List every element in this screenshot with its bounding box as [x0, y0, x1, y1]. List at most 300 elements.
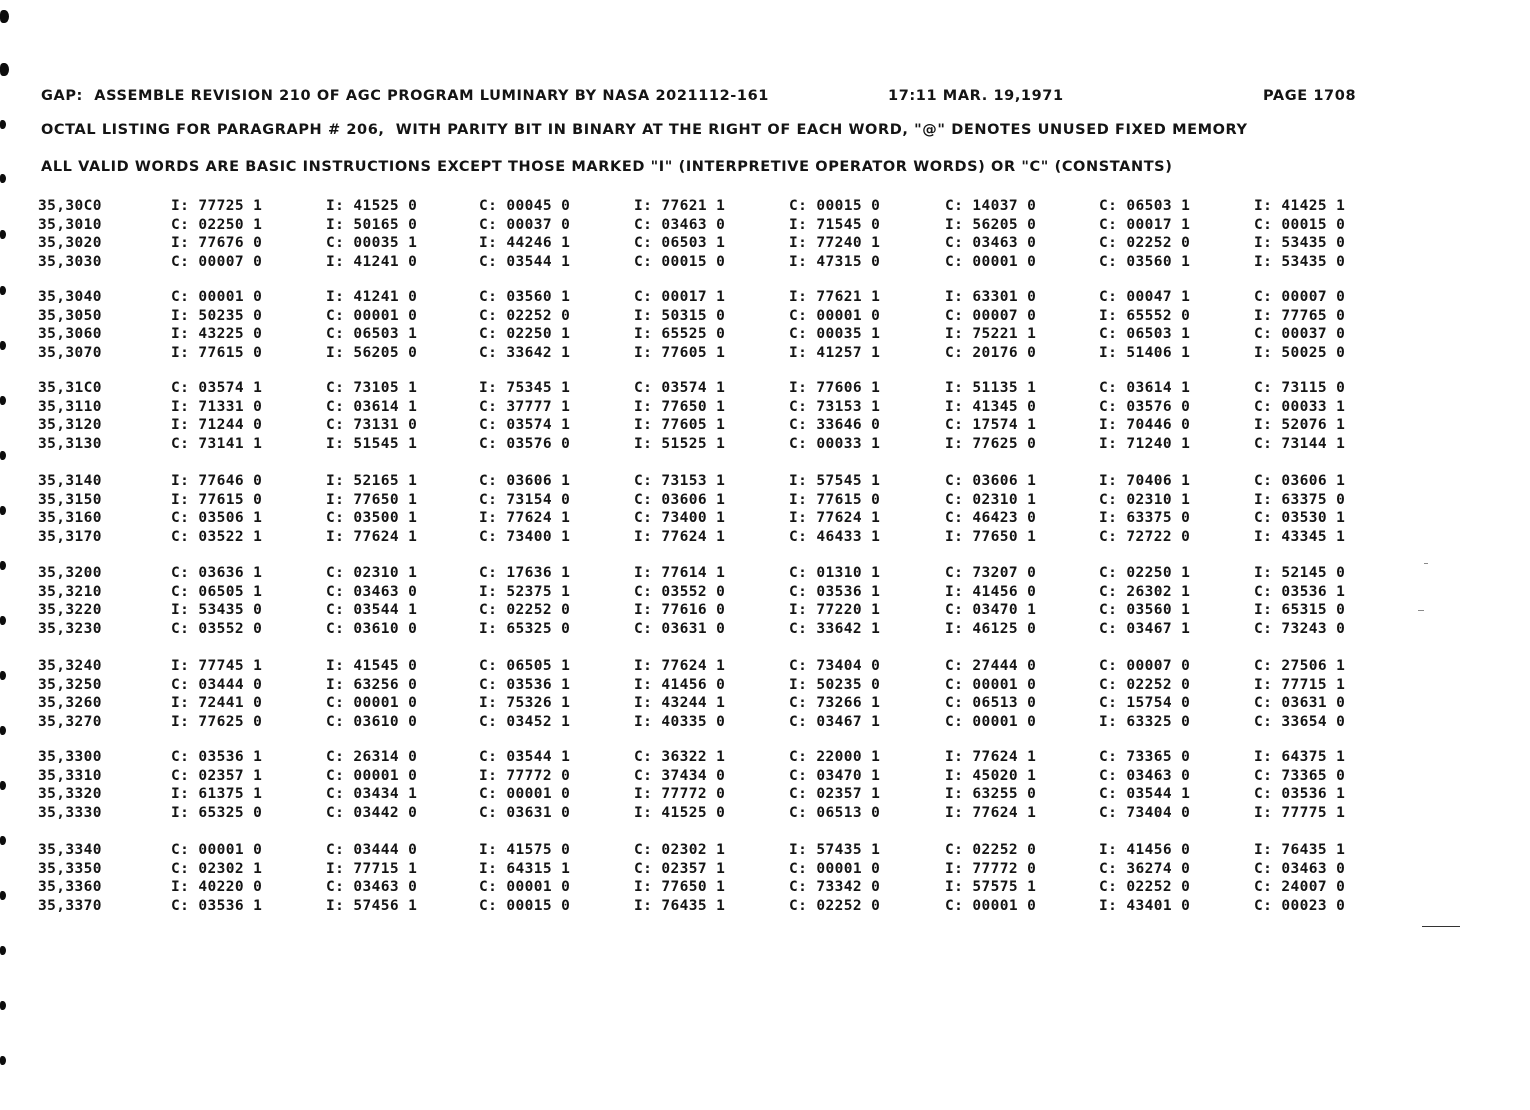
octal-word: C: 46423 0	[945, 510, 1037, 526]
octal-word: C: 03576 0	[1099, 398, 1191, 415]
octal-word: C: 02302 1	[634, 842, 726, 858]
octal-word: C: 03452 1	[479, 713, 571, 730]
octal-word: C: 00001 0	[479, 786, 571, 802]
row-address: 35,3310	[38, 767, 102, 784]
octal-word: C: 33646 0	[789, 417, 881, 433]
octal-word: C: 01310 1	[789, 565, 881, 581]
octal-word: I: 77772 0	[945, 860, 1037, 877]
listing-row	[0, 399, 1530, 417]
octal-word: C: 73243 0	[1254, 620, 1346, 637]
octal-word: C: 00047 1	[1099, 289, 1191, 305]
octal-word: I: 43244 1	[634, 695, 726, 711]
row-address: 35,3360	[38, 879, 102, 895]
octal-word: C: 02252 0	[479, 602, 571, 618]
listing-row	[0, 473, 1530, 491]
octal-word: I: 41241 0	[326, 289, 418, 305]
octal-word: C: 26302 1	[1099, 583, 1191, 600]
octal-word: I: 47315 0	[789, 253, 881, 270]
listing-row	[0, 786, 1530, 804]
row-address: 35,3070	[38, 344, 102, 361]
octal-word: I: 65315 0	[1254, 602, 1346, 618]
octal-word: C: 03467 1	[789, 713, 881, 730]
listing-row	[0, 345, 1530, 363]
octal-word: C: 73365 0	[1254, 767, 1346, 784]
octal-word: I: 77616 0	[634, 602, 726, 618]
octal-word: C: 06503 1	[634, 235, 726, 251]
octal-word: C: 03631 0	[1254, 695, 1346, 711]
octal-word: C: 02250 1	[171, 216, 263, 233]
row-address: 35,3130	[38, 435, 102, 452]
octal-word: C: 03444 0	[171, 676, 263, 693]
octal-word: C: 02310 1	[1099, 491, 1191, 508]
octal-word: C: 00033 1	[1254, 398, 1346, 415]
octal-word: I: 50235 0	[171, 307, 263, 324]
octal-word: C: 73105 1	[326, 380, 418, 396]
listing-row	[0, 565, 1530, 583]
octal-word: C: 27444 0	[945, 658, 1037, 674]
octal-word: I: 50315 0	[634, 307, 726, 324]
octal-word: I: 63301 0	[945, 289, 1037, 305]
octal-word: I: 52165 1	[326, 473, 418, 489]
octal-word: I: 75345 1	[479, 380, 571, 396]
octal-word: C: 03470 1	[945, 602, 1037, 618]
listing-row	[0, 217, 1530, 235]
octal-word: C: 03536 1	[1254, 583, 1346, 600]
octal-word: C: 02252 0	[1099, 676, 1191, 693]
octal-word: C: 00001 0	[326, 307, 418, 324]
octal-word: C: 03536 1	[171, 749, 263, 765]
octal-word: C: 03536 1	[1254, 786, 1346, 802]
octal-word: I: 77240 1	[789, 235, 881, 251]
listing-row	[0, 842, 1530, 860]
octal-word: I: 56205 0	[326, 344, 418, 361]
octal-word: C: 00001 0	[326, 695, 418, 711]
listing-row	[0, 861, 1530, 879]
octal-word: I: 52076 1	[1254, 417, 1346, 433]
octal-word: C: 03544 1	[1099, 786, 1191, 802]
octal-word: I: 57435 1	[789, 842, 881, 858]
octal-word: C: 02310 1	[326, 565, 418, 581]
octal-word: C: 02310 1	[945, 491, 1037, 508]
row-address: 35,3220	[38, 602, 102, 618]
octal-word: I: 77606 1	[789, 380, 881, 396]
octal-word: I: 65552 0	[1099, 307, 1191, 324]
octal-word: C: 03560 1	[1099, 253, 1191, 270]
octal-word: I: 77650 1	[326, 491, 418, 508]
listing-row	[0, 510, 1530, 528]
octal-word: I: 77725 1	[171, 198, 263, 214]
header-legend: ALL VALID WORDS ARE BASIC INSTRUCTIONS EXCEPT THOSE MARKED "I" (INTERPRETIVE OPERATOR WORDS) OR "C" (CONSTANTS)	[41, 159, 1173, 175]
octal-word: C: 73207 0	[945, 565, 1037, 581]
octal-word: C: 20176 0	[945, 344, 1037, 361]
row-address: 35,3050	[38, 307, 102, 324]
octal-word: C: 00001 0	[945, 253, 1037, 270]
octal-word: I: 41545 0	[326, 658, 418, 674]
octal-word: I: 77650 1	[634, 879, 726, 895]
octal-word: C: 00001 0	[945, 713, 1037, 730]
octal-word: I: 77605 1	[634, 344, 726, 361]
octal-word: C: 03434 1	[326, 786, 418, 802]
octal-word: C: 03552 0	[171, 620, 263, 637]
octal-word: C: 03552 0	[634, 583, 726, 600]
octal-word: C: 00015 0	[1254, 216, 1346, 233]
octal-word: C: 00037 0	[479, 216, 571, 233]
octal-word: C: 73131 0	[326, 417, 418, 433]
octal-word: C: 14037 0	[945, 198, 1037, 214]
octal-word: C: 03606 1	[945, 473, 1037, 489]
octal-word: C: 06503 1	[1099, 326, 1191, 342]
octal-word: I: 43401 0	[1099, 897, 1191, 914]
octal-word: I: 65525 0	[634, 326, 726, 342]
octal-word: I: 41525 0	[634, 804, 726, 821]
octal-word: C: 02302 1	[171, 860, 263, 877]
octal-word: C: 03606 1	[634, 491, 726, 508]
octal-word: I: 77715 1	[1254, 676, 1346, 693]
octal-word: C: 17574 1	[945, 417, 1037, 433]
octal-word: C: 03606 1	[1254, 473, 1346, 489]
row-address: 35,3140	[38, 473, 102, 489]
octal-word: I: 77615 0	[171, 344, 263, 361]
octal-word: C: 06505 1	[479, 658, 571, 674]
octal-word: I: 53435 0	[1254, 235, 1346, 251]
octal-word: C: 00015 0	[634, 253, 726, 270]
octal-word: I: 41257 1	[789, 344, 881, 361]
listing-row	[0, 677, 1530, 695]
octal-word: I: 77615 0	[171, 491, 263, 508]
listing-row	[0, 805, 1530, 823]
octal-word: C: 06503 1	[326, 326, 418, 342]
octal-word: C: 00001 0	[789, 307, 881, 324]
octal-word: C: 06513 0	[945, 695, 1037, 711]
listing-row	[0, 289, 1530, 307]
row-address: 35,3010	[38, 216, 102, 233]
octal-word: C: 00017 1	[1099, 216, 1191, 233]
octal-word: C: 46433 1	[789, 528, 881, 545]
header-title: GAP: ASSEMBLE REVISION 210 OF AGC PROGRAM LUMINARY BY NASA 2021112-161	[41, 88, 769, 104]
octal-word: C: 00017 1	[634, 289, 726, 305]
listing-row	[0, 879, 1530, 897]
octal-word: I: 77676 0	[171, 235, 263, 251]
octal-word: I: 61375 1	[171, 786, 263, 802]
octal-word: I: 50235 0	[789, 676, 881, 693]
octal-word: C: 03463 0	[326, 583, 418, 600]
octal-word: C: 73266 1	[789, 695, 881, 711]
octal-word: I: 40220 0	[171, 879, 263, 895]
listing-row	[0, 602, 1530, 620]
octal-word: C: 03544 1	[326, 602, 418, 618]
octal-word: I: 41456 0	[634, 676, 726, 693]
octal-word: C: 03536 1	[789, 583, 881, 600]
octal-word: C: 73141 1	[171, 435, 263, 452]
row-address: 35,3260	[38, 695, 102, 711]
row-address: 35,3110	[38, 398, 102, 415]
octal-word: I: 77624 1	[945, 804, 1037, 821]
octal-word: I: 64375 1	[1254, 749, 1346, 765]
octal-word: C: 02252 0	[789, 897, 881, 914]
octal-word: C: 03444 0	[326, 842, 418, 858]
octal-word: C: 00015 0	[479, 897, 571, 914]
octal-word: C: 03470 1	[789, 767, 881, 784]
octal-word: C: 22000 1	[789, 749, 881, 765]
octal-word: I: 51525 1	[634, 435, 726, 452]
octal-word: C: 00007 0	[945, 307, 1037, 324]
octal-word: I: 77772 0	[634, 786, 726, 802]
octal-word: I: 77624 1	[634, 528, 726, 545]
octal-word: I: 43225 0	[171, 326, 263, 342]
row-address: 35,3240	[38, 658, 102, 674]
octal-word: I: 77646 0	[171, 473, 263, 489]
octal-word: I: 76435 1	[1254, 842, 1346, 858]
octal-word: C: 73404 0	[1099, 804, 1191, 821]
row-address: 35,3030	[38, 253, 102, 270]
octal-word: I: 65325 0	[171, 804, 263, 821]
octal-word: I: 51406 1	[1099, 344, 1191, 361]
octal-word: I: 77624 1	[326, 528, 418, 545]
row-address: 35,3120	[38, 417, 102, 433]
octal-word: I: 63325 0	[1099, 713, 1191, 730]
listing-row	[0, 658, 1530, 676]
octal-word: I: 77624 1	[479, 510, 571, 526]
octal-word: I: 77220 1	[789, 602, 881, 618]
octal-word: C: 73400 1	[479, 528, 571, 545]
octal-word: C: 03536 1	[479, 676, 571, 693]
row-address: 35,3300	[38, 749, 102, 765]
octal-word: C: 00001 0	[789, 860, 881, 877]
row-address: 35,3340	[38, 842, 102, 858]
octal-word: C: 00023 0	[1254, 897, 1346, 914]
octal-word: C: 73400 1	[634, 510, 726, 526]
octal-word: I: 77615 0	[789, 491, 881, 508]
octal-word: I: 57545 1	[789, 473, 881, 489]
octal-word: C: 00007 0	[1099, 658, 1191, 674]
octal-word: C: 15754 0	[1099, 695, 1191, 711]
listing-row	[0, 584, 1530, 602]
octal-word: C: 26314 0	[326, 749, 418, 765]
octal-word: I: 77624 1	[789, 510, 881, 526]
octal-word: I: 63255 0	[945, 786, 1037, 802]
octal-word: C: 33642 1	[789, 620, 881, 637]
octal-word: I: 71244 0	[171, 417, 263, 433]
octal-word: C: 00001 0	[945, 897, 1037, 914]
octal-word: I: 63375 0	[1254, 491, 1346, 508]
octal-word: I: 52145 0	[1254, 565, 1346, 581]
octal-word: C: 03506 1	[171, 510, 263, 526]
octal-word: C: 02357 1	[171, 767, 263, 784]
octal-word: I: 46125 0	[945, 620, 1037, 637]
octal-word: C: 73144 1	[1254, 435, 1346, 452]
octal-word: I: 64315 1	[479, 860, 571, 877]
octal-word: I: 70446 0	[1099, 417, 1191, 433]
octal-word: I: 72441 0	[171, 695, 263, 711]
row-address: 35,3370	[38, 897, 102, 914]
octal-word: C: 02250 1	[1099, 565, 1191, 581]
octal-word: C: 02357 1	[789, 786, 881, 802]
octal-word: I: 77624 1	[945, 749, 1037, 765]
octal-word: C: 03576 0	[479, 435, 571, 452]
octal-word: C: 02252 0	[479, 307, 571, 324]
listing-row	[0, 417, 1530, 435]
listing-row	[0, 380, 1530, 398]
octal-word: C: 00037 0	[1254, 326, 1346, 342]
octal-word: C: 73404 0	[789, 658, 881, 674]
octal-word: I: 43345 1	[1254, 528, 1346, 545]
octal-word: I: 77715 1	[326, 860, 418, 877]
octal-word: C: 03463 0	[1099, 767, 1191, 784]
octal-word: I: 77621 1	[634, 198, 726, 214]
octal-word: I: 77621 1	[789, 289, 881, 305]
row-address: 35,3150	[38, 491, 102, 508]
octal-word: C: 03614 1	[1099, 380, 1191, 396]
octal-word: C: 03463 0	[1254, 860, 1346, 877]
row-address: 35,3320	[38, 786, 102, 802]
octal-word: C: 03544 1	[479, 749, 571, 765]
octal-word: C: 02357 1	[634, 860, 726, 877]
octal-word: C: 03631 0	[634, 620, 726, 637]
row-address: 35,3200	[38, 565, 102, 581]
octal-word: C: 00033 1	[789, 435, 881, 452]
octal-word: I: 77650 1	[945, 528, 1037, 545]
octal-word: C: 03606 1	[479, 473, 571, 489]
octal-word: I: 63375 0	[1099, 510, 1191, 526]
octal-word: C: 33642 1	[479, 344, 571, 361]
octal-word: I: 70406 1	[1099, 473, 1191, 489]
octal-word: C: 37434 0	[634, 767, 726, 784]
octal-word: C: 27506 1	[1254, 658, 1346, 674]
octal-word: C: 03536 1	[171, 897, 263, 914]
octal-word: C: 02252 0	[945, 842, 1037, 858]
octal-word: I: 40335 0	[634, 713, 726, 730]
row-address: 35,3020	[38, 235, 102, 251]
row-address: 35,3350	[38, 860, 102, 877]
octal-word: C: 03614 1	[326, 398, 418, 415]
listing-row	[0, 621, 1530, 639]
octal-word: C: 03636 1	[171, 565, 263, 581]
octal-word: C: 03560 1	[1099, 602, 1191, 618]
octal-word: I: 44246 1	[479, 235, 571, 251]
octal-word: C: 03500 1	[326, 510, 418, 526]
listing-row	[0, 714, 1530, 732]
octal-word: I: 57456 1	[326, 897, 418, 914]
octal-word: I: 53435 0	[171, 602, 263, 618]
octal-word: C: 00001 0	[171, 289, 263, 305]
octal-word: C: 00045 0	[479, 198, 571, 214]
octal-word: C: 73154 0	[479, 491, 571, 508]
octal-word: C: 03574 1	[171, 380, 263, 396]
octal-word: C: 37777 1	[479, 398, 571, 415]
octal-word: I: 53435 0	[1254, 253, 1346, 270]
octal-word: C: 36274 0	[1099, 860, 1191, 877]
octal-word: C: 36322 1	[634, 749, 726, 765]
listing-row	[0, 768, 1530, 786]
octal-word: I: 45020 1	[945, 767, 1037, 784]
row-address: 35,3270	[38, 713, 102, 730]
octal-word: C: 72722 0	[1099, 528, 1191, 545]
octal-word: C: 00001 0	[479, 879, 571, 895]
octal-word: C: 03631 0	[479, 804, 571, 821]
row-address: 35,3060	[38, 326, 102, 342]
octal-word: C: 06505 1	[171, 583, 263, 600]
listing-row	[0, 308, 1530, 326]
octal-word: C: 00035 1	[326, 235, 418, 251]
octal-word: C: 03544 1	[479, 253, 571, 270]
octal-word: C: 73342 0	[789, 879, 881, 895]
row-address: 35,3160	[38, 510, 102, 526]
octal-word: I: 75326 1	[479, 695, 571, 711]
octal-word: I: 41575 0	[479, 842, 571, 858]
octal-word: C: 03463 0	[326, 879, 418, 895]
octal-word: C: 73365 0	[1099, 749, 1191, 765]
octal-word: I: 41525 0	[326, 198, 418, 214]
listing-row	[0, 326, 1530, 344]
octal-word: I: 71331 0	[171, 398, 263, 415]
octal-word: I: 41456 0	[945, 583, 1037, 600]
octal-word: C: 00035 1	[789, 326, 881, 342]
octal-word: I: 77772 0	[479, 767, 571, 784]
header-subtitle: OCTAL LISTING FOR PARAGRAPH # 206, WITH PARITY BIT IN BINARY AT THE RIGHT OF EACH WORD, "@" DENOTES UNUSED FIXED MEMORY	[41, 122, 1248, 138]
octal-word: C: 03442 0	[326, 804, 418, 821]
listing-row	[0, 529, 1530, 547]
octal-word: I: 41241 0	[326, 253, 418, 270]
octal-word: I: 75221 1	[945, 326, 1037, 342]
octal-word: I: 51545 1	[326, 435, 418, 452]
row-address: 35,3330	[38, 804, 102, 821]
row-address: 35,3040	[38, 289, 102, 305]
octal-word: C: 03574 1	[634, 380, 726, 396]
listing-row	[0, 492, 1530, 510]
octal-word: C: 03560 1	[479, 289, 571, 305]
octal-word: I: 56205 0	[945, 216, 1037, 233]
octal-word: C: 00007 0	[171, 253, 263, 270]
octal-word: I: 50025 0	[1254, 344, 1346, 361]
octal-word: I: 41456 0	[1099, 842, 1191, 858]
octal-word: I: 77745 1	[171, 658, 263, 674]
listing-row	[0, 235, 1530, 253]
octal-word: C: 00007 0	[1254, 289, 1346, 305]
octal-word: C: 02250 1	[479, 326, 571, 342]
octal-word: I: 71240 1	[1099, 435, 1191, 452]
listing-row	[0, 695, 1530, 713]
octal-word: C: 02252 0	[1099, 879, 1191, 895]
octal-word: C: 06503 1	[1099, 198, 1191, 214]
octal-word: I: 51135 1	[945, 380, 1037, 396]
octal-word: I: 71545 0	[789, 216, 881, 233]
row-address: 35,31C0	[38, 380, 102, 396]
octal-word: I: 77625 0	[945, 435, 1037, 452]
octal-word: C: 00015 0	[789, 198, 881, 214]
octal-word: I: 77625 0	[171, 713, 263, 730]
octal-word: C: 03574 1	[479, 417, 571, 433]
octal-word: C: 00001 0	[945, 676, 1037, 693]
octal-word: C: 03530 1	[1254, 510, 1346, 526]
octal-word: I: 76435 1	[634, 897, 726, 914]
octal-word: I: 77765 0	[1254, 307, 1346, 324]
octal-word: C: 02252 0	[1099, 235, 1191, 251]
octal-word: C: 00001 0	[171, 842, 263, 858]
row-address: 35,30C0	[38, 198, 102, 214]
octal-word: C: 73153 1	[634, 473, 726, 489]
octal-word: C: 03610 0	[326, 713, 418, 730]
page-number: PAGE 1708	[1263, 88, 1357, 104]
octal-word: C: 17636 1	[479, 565, 571, 581]
octal-word: I: 77650 1	[634, 398, 726, 415]
octal-word: C: 73115 0	[1254, 380, 1346, 396]
octal-word: C: 03610 0	[326, 620, 418, 637]
octal-word: I: 77775 1	[1254, 804, 1346, 821]
octal-word: C: 33654 0	[1254, 713, 1346, 730]
listing-row	[0, 254, 1530, 272]
octal-word: C: 24007 0	[1254, 879, 1346, 895]
octal-word: I: 41425 1	[1254, 198, 1346, 214]
